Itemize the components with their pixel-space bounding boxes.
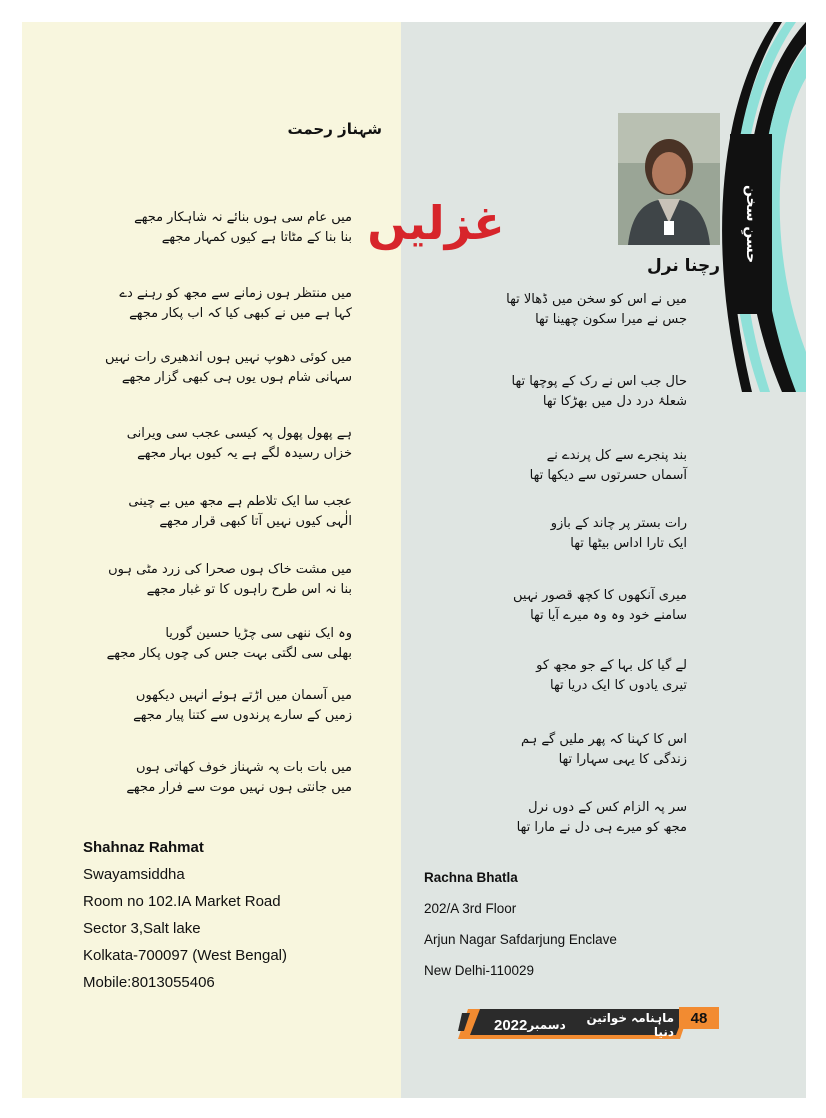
right-address-line: 202/A 3rd Floor (424, 901, 517, 916)
left-couplet (112, 686, 352, 726)
footer-month: دسمبر (527, 1018, 566, 1032)
verse-line: وہ ایک ننھی سی چڑیا حسین گوریا (165, 626, 352, 641)
poet-photo-illustration (618, 113, 720, 245)
footer-year: 2022 (494, 1016, 528, 1034)
right-address-line: New Delhi-110029 (424, 963, 535, 978)
poet-photo (618, 113, 720, 245)
right-poet-name: رچنا نرل (647, 256, 720, 276)
right-couplet (472, 798, 687, 838)
verse-line: شعلۂ درد دل میں بھڑکا تھا (542, 394, 687, 409)
right-couplet (472, 290, 687, 330)
left-address-line: Swayamsiddha (83, 866, 185, 883)
right-couplet (472, 446, 687, 486)
verse-line: سامنے خود وہ وہ میرے آیا تھا (530, 608, 687, 623)
left-address-line: Room no 102.IA Market Road (83, 893, 281, 910)
section-tab (730, 134, 772, 314)
verse-line: زمیں کے سارے پرندوں سے کتنا پیار مجھے (133, 708, 352, 723)
verse-line: الٰہی کیوں نہیں آتا کبھی قرار مجھے (159, 514, 352, 529)
right-address (424, 862, 704, 986)
verse-line: عجب سا ایک تلاطم ہے مجھ میں بے چینی (128, 494, 352, 509)
verse-line: میں آسمان میں اڑتے ہوئے انہیں دیکھوں (135, 688, 352, 703)
left-address-name: Shahnaz Rahmat (83, 839, 204, 856)
page-number: 48 (679, 1007, 719, 1029)
left-couplet (112, 758, 352, 798)
footer-magazine-name: ماہنامہ خواتین دنیا (586, 1011, 674, 1039)
verse-line: رات بستر پر چاند کے بازو (550, 516, 687, 531)
left-couplet (112, 424, 352, 464)
left-couplet (105, 348, 352, 388)
verse-line: جس نے میرا سکون چھینا تھا (535, 312, 687, 327)
left-address-line: Sector 3,Salt lake (83, 920, 201, 937)
right-couplet (472, 730, 687, 770)
left-couplet (108, 560, 352, 600)
verse-line: حال جب اس نے رک کے پوچھا تھا (511, 374, 687, 389)
verse-line: بنا نہ اس طرح راہوں کا تو غبار مجھے (146, 582, 352, 597)
left-couplet (106, 624, 352, 664)
verse-line: تیری یادوں کا ایک دریا تھا (550, 678, 687, 693)
verse-line: میں بات بات پہ شہناز خوف کھاتی ہوں (136, 760, 352, 775)
verse-line: میں عام سی ہوں بنائے نہ شاہکار مجھے (134, 210, 352, 225)
verse-line: میری آنکھوں کا کچھ قصور نہیں (512, 588, 687, 603)
verse-line: بھلی سی لگتی بہت جس کی چوں پکار مجھے (106, 646, 352, 661)
section-label: حسنِ سخن (743, 184, 759, 264)
right-address-name: Rachna Bhatla (424, 870, 518, 885)
verse-line: اس کا کہنا کہ پھر ملیں گے ہم (521, 732, 687, 747)
ghazal-title: غزلیں (367, 196, 505, 250)
left-couplet (112, 284, 352, 324)
left-address-line: Mobile:8013055406 (83, 974, 215, 991)
verse-line: میں مشت خاک ہوں صحرا کی زرد مٹی ہوں (108, 562, 352, 577)
verse-line: میں منتظر ہوں زمانے سے مجھ کو رہنے دے (119, 286, 352, 301)
magazine-page (22, 22, 806, 1098)
verse-line: میں جانتی ہوں نہیں موت سے فرار مجھے (126, 780, 352, 795)
right-address-line: Arjun Nagar Safdarjung Enclave (424, 932, 617, 947)
left-address-line: Kolkata-700097 (West Bengal) (83, 947, 288, 964)
verse-line: ہے پھول پھول پہ کیسی عجب سی ویرانی (126, 426, 352, 441)
verse-line: زندگی کا یہی سہارا تھا (558, 752, 687, 767)
verse-line: بنا بنا کے مٹاتا ہے کیوں کمہار مجھے (161, 230, 352, 245)
verse-line: ایک تارا اداس بیٹھا تھا (570, 536, 687, 551)
left-couplet (112, 208, 352, 248)
left-couplet (112, 492, 352, 532)
right-couplet (472, 656, 687, 696)
left-address (83, 834, 383, 996)
verse-line: کہا ہے میں نے کبھی کیا کہ اب پکار مجھے (129, 306, 352, 321)
right-couplet (472, 586, 687, 626)
verse-line: آسماں حسرتوں سے دیکھا تھا (529, 468, 687, 483)
verse-line: سہانی شام ہوں یوں ہی کبھی گزار مجھے (121, 370, 352, 385)
right-couplet (472, 372, 687, 412)
verse-line: میں نے اس کو سخن میں ڈھالا تھا (506, 292, 687, 307)
verse-line: سر پہ الزام کس کے دوں نرل (528, 800, 687, 815)
verse-line: خزاں رسیدہ لگے ہے یہ کیوں بہار مجھے (137, 446, 352, 461)
right-couplet (472, 514, 687, 554)
verse-line: لے گیا کل بہا کے جو مجھ کو (536, 658, 687, 673)
verse-line: بند پنجرے سے کل پرندے نے (546, 448, 687, 463)
verse-line: میں کوئی دھوپ نہیں ہوں اندھیری رات نہیں (105, 350, 352, 365)
left-poet-name: شہناز رحمت (287, 120, 382, 138)
footer-text (494, 1011, 674, 1039)
verse-line: مجھ کو میرے ہی دل نے مارا تھا (516, 820, 687, 835)
